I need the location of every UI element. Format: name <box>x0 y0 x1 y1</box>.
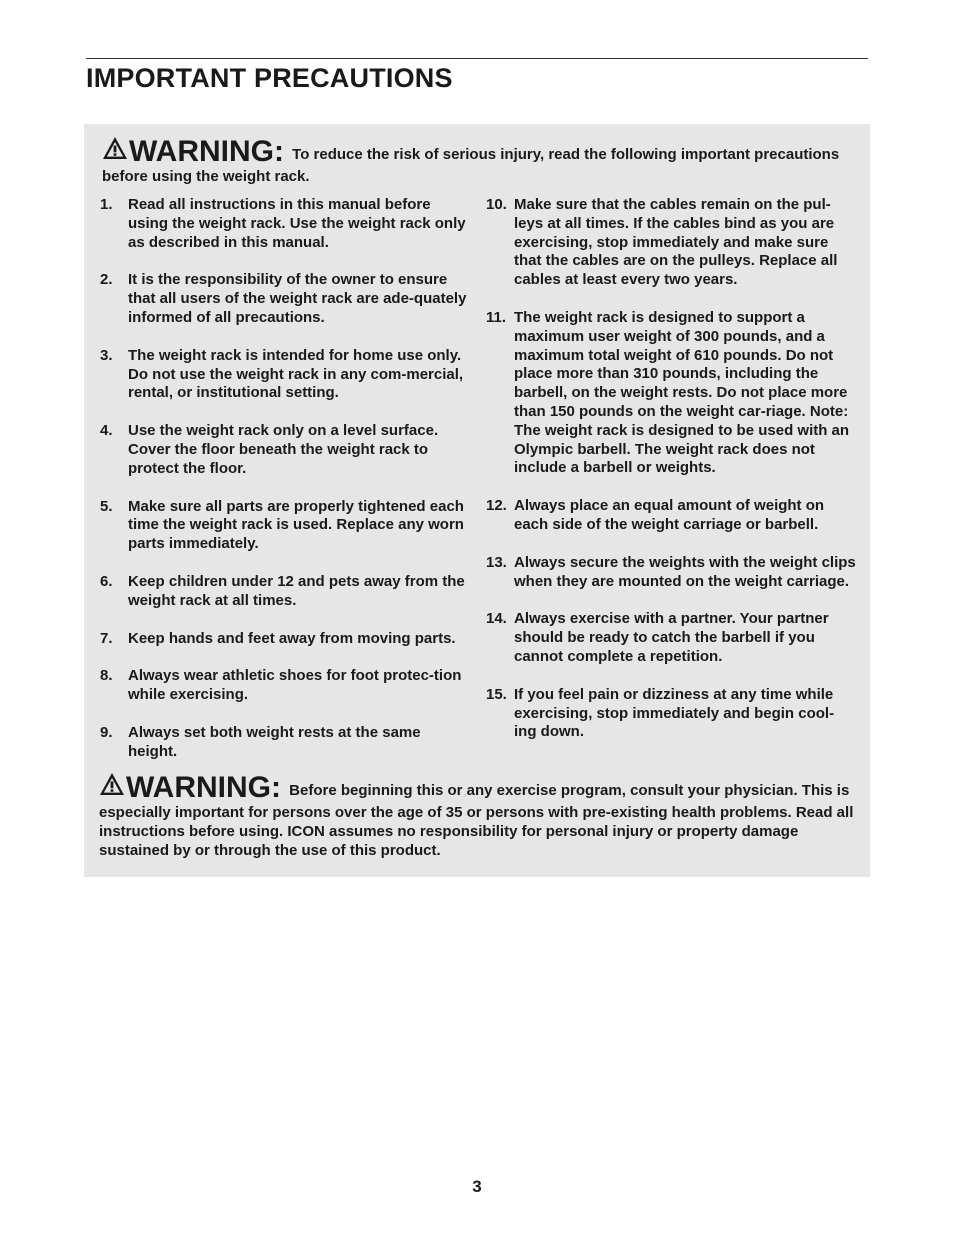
item-text: Always place an equal amount of weight on each side of the weight carriage or barbell. <box>514 497 825 533</box>
warning-label: WARNING: <box>129 135 284 168</box>
item-number: 2. <box>100 271 113 289</box>
item-text: Read all instructions in this manual before using the weight rack. Use the weight rack only as described in this manual. <box>128 196 466 251</box>
precautions-left-column <box>100 196 468 762</box>
list-item <box>100 724 468 762</box>
warning-label: WARNING: <box>126 771 281 804</box>
item-number: 8. <box>100 667 113 685</box>
precautions-box <box>84 124 870 877</box>
warning-text: To reduce the risk of serious injury, read the following important precautions before using the weight rack. <box>102 146 840 185</box>
page-number: 3 <box>472 1177 482 1196</box>
warning-triangle-icon <box>99 772 125 801</box>
list-item <box>100 667 468 705</box>
list-item <box>486 554 856 592</box>
item-text: The weight rack is designed to support a maximum user weight of 300 pounds, and a maximum total weight of 610 pounds. Do not place more than 310 pounds, including the barbell, on the weight rests. Do not place more than 150 pounds on the weight car-riage. Note: The weight rack is designed to be used with an Olympic barbell. The weight rack does not include a barbell or weights. <box>514 308 850 477</box>
list-item <box>100 573 468 611</box>
list-item <box>486 196 856 290</box>
warning-bottom <box>99 772 864 860</box>
item-number: 15. <box>486 685 507 703</box>
item-number: 13. <box>486 553 507 571</box>
item-number: 6. <box>100 572 113 590</box>
precautions-right-column <box>486 196 856 742</box>
item-number: 1. <box>100 196 113 213</box>
item-text: Make sure that the cables remain on the pul-leys at all times. If the cables bind as you are exercising, stop immediately and make sure that the cables are on the pulleys. Replace all cables at least every two years. <box>514 196 838 289</box>
list-item <box>100 630 468 649</box>
item-text: Always set both weight rests at the same height. <box>128 723 421 760</box>
item-number: 4. <box>100 422 113 440</box>
warning-text: Before beginning this or any exercise program, consult your physician. This is especially important for persons over the age of 35 or persons with pre-existing health problems. Read all instructions before using. ICON assumes no responsibility for personal injury or property damage sustained by or through the use of this product. <box>99 782 854 859</box>
item-text: Keep hands and feet away from moving parts. <box>128 629 456 647</box>
item-number: 11. <box>486 308 507 326</box>
list-item <box>486 497 856 535</box>
list-item <box>100 196 468 252</box>
item-text: Always secure the weights with the weight clips when they are mounted on the weight carriage. <box>514 553 856 590</box>
top-rule <box>86 58 868 59</box>
list-item <box>486 610 856 666</box>
warning-top <box>102 136 867 186</box>
item-number: 9. <box>100 723 113 741</box>
item-text: Use the weight rack only on a level surface. Cover the floor beneath the weight rack to protect the floor. <box>128 422 439 477</box>
list-item <box>100 347 468 403</box>
list-item <box>486 686 856 742</box>
page-title: IMPORTANT PRECAUTIONS <box>86 63 453 93</box>
item-number: 3. <box>100 346 113 364</box>
list-item <box>100 498 468 554</box>
item-text: Keep children under 12 and pets away from the weight rack at all times. <box>128 572 465 609</box>
item-text: Always wear athletic shoes for foot protec-tion while exercising. <box>128 667 462 704</box>
item-text: Always exercise with a partner. Your partner should be ready to catch the barbell if you cannot complete a repetition. <box>514 610 829 665</box>
item-text: Make sure all parts are properly tightened each time the weight rack is used. Replace any worn parts immediately. <box>128 497 464 553</box>
list-item <box>100 422 468 478</box>
item-number: 10. <box>486 196 507 213</box>
item-text: The weight rack is intended for home use only. Do not use the weight rack in any com-mercial, rental, or institutional setting. <box>128 346 464 402</box>
item-text: It is the responsibility of the owner to ensure that all users of the weight rack are ade-quately informed of all precautions. <box>128 271 467 326</box>
item-text: If you feel pain or dizziness at any time while exercising, stop immediately and begin cool-ing down. <box>514 685 835 741</box>
item-number: 12. <box>486 497 507 515</box>
list-item <box>100 271 468 327</box>
list-item <box>486 309 856 478</box>
warning-triangle-icon <box>102 136 128 165</box>
item-number: 14. <box>486 610 507 628</box>
item-number: 7. <box>100 629 113 647</box>
item-number: 5. <box>100 497 113 515</box>
